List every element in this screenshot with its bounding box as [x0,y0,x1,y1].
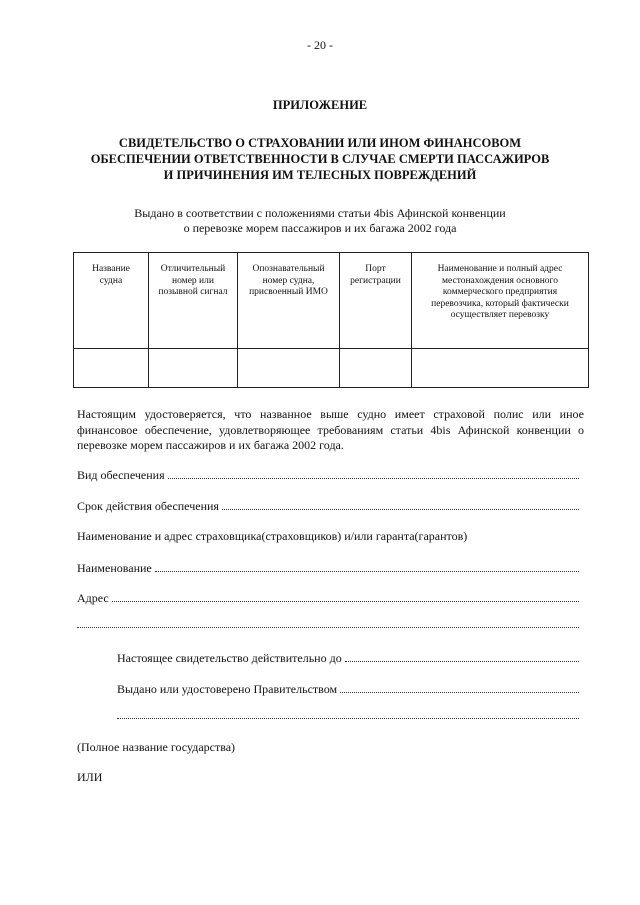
field-label: Настоящее свидетельство действительно до [117,651,342,665]
document-subtitle [60,206,580,236]
title-line: СВИДЕТЕЛЬСТВО О СТРАХОВАНИИ ИЛИ ИНОМ ФИНАНСОВОМ [118,136,522,150]
insurer-name-field[interactable] [77,559,579,575]
ship-details-table [73,252,589,388]
header-imo-number: Опознавательный номер судна, присвоенный ИМО [238,253,340,349]
fill-line[interactable] [222,497,579,510]
insurer-address-field[interactable] [77,589,579,605]
title-line: И ПРИЧИНЕНИЯ ИМ ТЕЛЕСНЫХ ПОВРЕЖДЕНИЙ [163,168,477,182]
insurer-heading: Наименование и адрес страховщика(страховщиков) и/или гаранта(гарантов) [77,529,468,543]
table-row [74,349,589,388]
field-label: Выдано или удостоверено Правительством [117,682,338,696]
fill-line[interactable] [345,649,579,662]
field-label: Вид обеспечения [77,468,165,482]
subtitle-line: Выдано в соответствии с положениями статьи 4bis Афинской конвенции [134,206,506,220]
address-continuation-line[interactable] [77,626,579,628]
field-label: Срок действия обеспечения [77,499,219,513]
header-ship-name: Название судна [74,253,149,349]
security-duration-field[interactable] [77,497,579,513]
cell-port-of-registry[interactable] [340,349,412,388]
certification-paragraph: Настоящим удостоверяется, что названное выше судно имеет страховой полис или иное финансовое обеспечение, удовлетворяющее требованиям статьи 4bis Афинской конвенции о перевозке морем пассажиров и их багажа 2002 года. [77,407,584,452]
document-title [60,135,580,183]
security-type-field[interactable] [77,466,579,482]
state-full-name-label: (Полное название государства) [77,740,236,754]
header-carrier-address: Наименование и полный адрес местонахождения основного коммерческого предприятия перевозчика, который фактически осуществляет перевозку [412,253,589,349]
subtitle-line: о перевозке морем пассажиров и их багажа 2002 года [183,221,457,235]
fill-line[interactable] [340,680,579,693]
cell-call-sign[interactable] [149,349,238,388]
fill-line[interactable] [112,589,579,602]
field-label: Адрес [77,591,109,605]
fill-line[interactable] [168,466,579,479]
cell-ship-name[interactable] [74,349,149,388]
cell-imo-number[interactable] [238,349,340,388]
government-continuation-line[interactable] [117,717,579,719]
valid-until-field[interactable] [117,649,579,665]
header-port-of-registry: Порт регистрации [340,253,412,349]
or-label: ИЛИ [77,770,103,784]
title-line: ОБЕСПЕЧЕНИИ ОТВЕТСТВЕННОСТИ В СЛУЧАЕ СМЕРТИ ПАССАЖИРОВ [90,152,550,166]
fill-line[interactable] [155,559,579,572]
page-number: - 20 - [307,38,333,52]
field-label: Наименование [77,561,152,575]
cell-carrier-address[interactable] [412,349,589,388]
issued-by-field[interactable] [117,680,579,696]
appendix-heading: ПРИЛОЖЕНИЕ [272,98,368,112]
table-header-row [74,253,589,349]
header-call-sign: Отличительный номер или позывной сигнал [149,253,238,349]
